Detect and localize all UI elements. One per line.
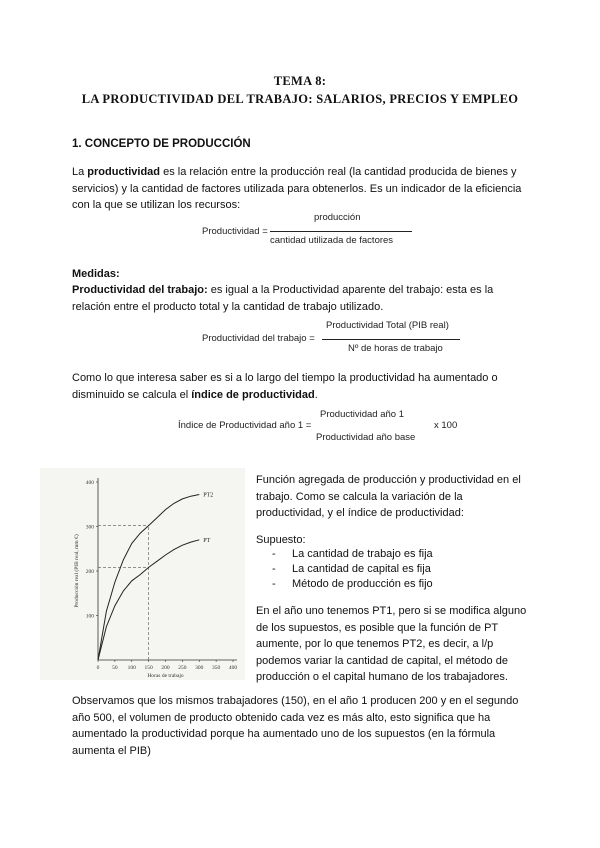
supuestos-list bbox=[256, 547, 532, 592]
y-tick-label: 200 bbox=[85, 569, 94, 575]
indice-paragraph: Como lo que interesa saber es si a lo largo del tiempo la productividad ha aumentado o disminuido se calcula el índice de productividad. bbox=[72, 372, 498, 401]
x-tick-label: 300 bbox=[195, 665, 204, 671]
x-tick-label: 200 bbox=[161, 665, 170, 671]
conclusion-paragraph: Observamos que los mismos trabajadores (150), en el año 1 producen 200 y en el segundo año 500, el volumen de producto obtenido cada vez es más alto, esto significa que ha aumentado la productividad porque ha aumentado uno de los supuestos (en la fórmula aumenta el PIB) bbox=[72, 695, 519, 757]
formula1-fraction-bar bbox=[270, 231, 412, 232]
formula3-multiplier: x 100 bbox=[434, 420, 458, 431]
productividad-trabajo-paragraph: Productividad del trabajo: es igual a la Productividad aparente del trabajo: esta es la relación entre el producto total y la cantidad de trabajo utilizado. bbox=[72, 284, 494, 313]
x-tick-label: 100 bbox=[127, 665, 136, 671]
intro-paragraph: La productividad es la relación entre la producción real (la cantidad producida de bienes y servicios) y la cantidad de factores utilizada para obtenerlos. Es un indicador de la eficiencia con la que se utilizan los recursos: bbox=[72, 166, 522, 211]
x-tick-label: 250 bbox=[178, 665, 187, 671]
document-title: LA PRODUCTIVIDAD DEL TRABAJO: SALARIOS, PRECIOS Y EMPLEO bbox=[81, 92, 519, 106]
list-item: - Método de producción es fijo bbox=[256, 577, 532, 592]
formula1-lhs: Productividad = bbox=[202, 226, 268, 237]
production-chart bbox=[40, 468, 245, 680]
series-label: PT2 bbox=[203, 492, 214, 499]
x-tick-label: 400 bbox=[228, 665, 238, 671]
formula1-denominator: cantidad utilizada de factores bbox=[270, 235, 394, 246]
formula1-numerator: producción bbox=[314, 212, 361, 223]
productividad-term: productividad bbox=[87, 166, 161, 178]
pt-explanation: En el año uno tenemos PT1, pero si se modifica alguno de los supuestos, es posible que la función de PT aumente, por lo que tenemos PT2, es decir, a l/p podemos variar la cantidad de capital, el método de producción o el capital humano de los trabajadores. bbox=[256, 605, 527, 683]
list-item: - La cantidad de trabajo es fija bbox=[256, 547, 532, 562]
formula2-lhs: Productividad del trabajo = bbox=[202, 333, 315, 344]
formula3-denominator: Productividad año base bbox=[316, 432, 416, 443]
supuesto-label: Supuesto: bbox=[256, 534, 306, 546]
x-axis-label: Horas de trabajo bbox=[147, 673, 184, 679]
x-tick-label: 350 bbox=[212, 665, 221, 671]
y-axis-label: Producción real (PIB real, mm €) bbox=[74, 534, 80, 608]
formula2-numerator: Productividad Total (PIB real) bbox=[326, 320, 449, 331]
y-tick-label: 400 bbox=[85, 480, 94, 486]
x-tick-label: 150 bbox=[144, 665, 153, 671]
series-label: PT bbox=[203, 537, 211, 544]
formula3-numerator: Productividad año 1 bbox=[320, 409, 404, 420]
x-tick-label: 0 bbox=[96, 665, 100, 671]
document-title-number: TEMA 8: bbox=[273, 74, 327, 88]
x-tick-label: 50 bbox=[112, 665, 118, 671]
y-tick-label: 100 bbox=[85, 613, 94, 620]
section-heading: 1. CONCEPTO DE PRODUCCIÓN bbox=[72, 138, 251, 150]
formula2-denominator: Nº de horas de trabajo bbox=[348, 343, 443, 354]
indice-term: índice de productividad bbox=[191, 388, 315, 401]
production-chart-figure bbox=[40, 468, 245, 680]
figure-description: Función agregada de producción y productividad en el trabajo. Como se calcula la variación de la productividad, y el índice de productividad: bbox=[256, 474, 521, 519]
medidas-heading: Medidas: bbox=[72, 268, 120, 280]
formula2-fraction-bar bbox=[322, 339, 460, 340]
list-item: - La cantidad de capital es fija bbox=[256, 562, 532, 577]
y-tick-label: 300 bbox=[85, 524, 94, 531]
formula3-lhs: Índice de Productividad año 1 = bbox=[178, 420, 312, 431]
